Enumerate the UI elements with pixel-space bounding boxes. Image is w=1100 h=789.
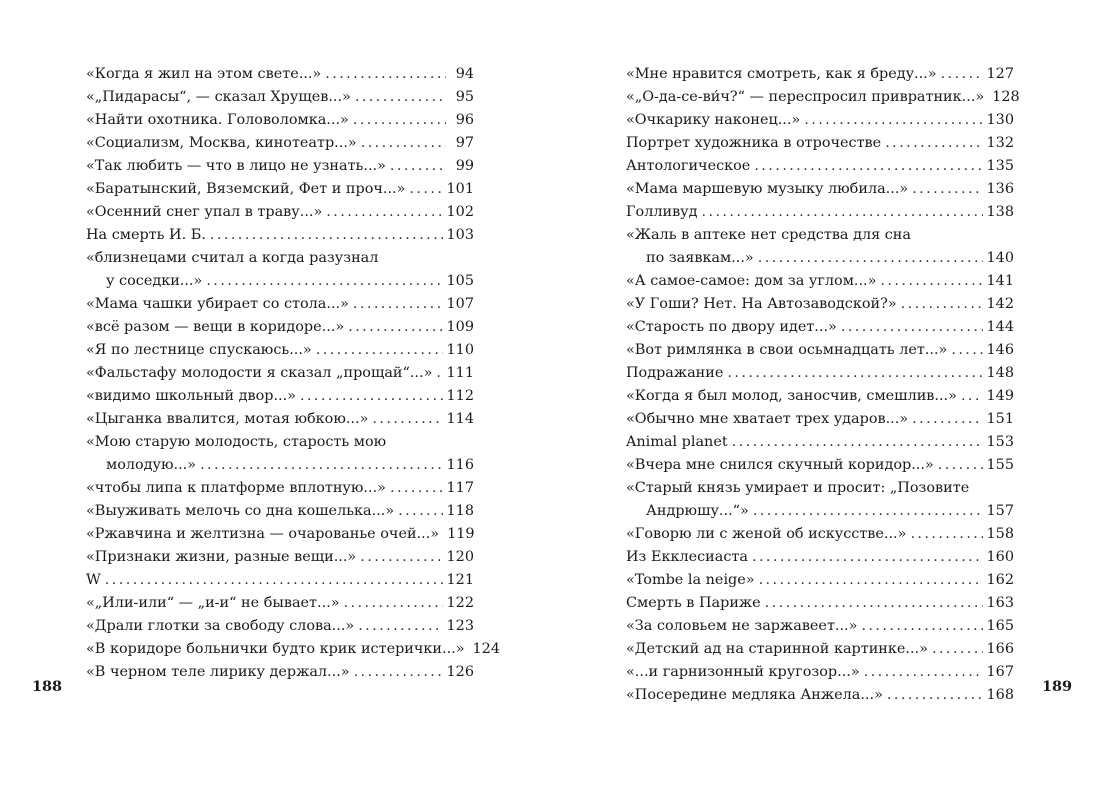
dot-leader [398,500,442,523]
toc-entry-page: 148 [986,365,1014,381]
toc-entry-title: «Фальстафу молодости я сказал „прощай“...» [86,365,433,381]
toc-entry-page: 122 [446,595,474,611]
toc-entry-page: 135 [986,158,1014,174]
toc-entry [626,615,1014,638]
toc-entry-title: «В черном теле лирику держал...» [86,664,350,680]
dot-leader [326,201,442,224]
toc-entry-page: 146 [986,342,1014,358]
toc-entry-page: 130 [986,112,1014,128]
dot-leader [758,247,983,270]
toc-entry-title: молодую...» [106,457,197,473]
toc-entry-title-first-line: «Старый князь умирает и просит: „Позовите [626,480,970,496]
toc-entry-title: «Найти охотника. Головоломка...» [86,112,349,128]
dot-leader [727,362,982,385]
toc-entry [626,201,1014,224]
dot-leader [732,431,983,454]
dot-leader [361,132,446,155]
toc-entry [626,638,1014,661]
toc-entry-title: Антологическое [626,158,751,174]
toc-entry [86,247,474,293]
toc-entry-page: 126 [446,664,474,680]
toc-entry-page: 121 [446,572,474,588]
toc-entry [86,86,474,109]
toc-entry-title: «Вчера мне снился скучный коридор...» [626,457,934,473]
toc-entry [626,224,1014,270]
toc-entry [626,477,1014,523]
toc-entry-title: «Tombe la neige» [626,572,755,588]
toc-entry-page: 109 [446,319,474,335]
toc-entry [626,155,1014,178]
toc-entry-title: «Осенний снег упал в траву...» [86,204,323,220]
toc-entry-title: «Цыганка ввалится, мотая юбкою...» [86,411,369,427]
toc-entry [626,63,1014,86]
dot-leader [864,661,983,684]
toc-entry-title: Animal planet [626,434,728,450]
toc-entry-title-first-line: «Мою старую молодость, старость мою [86,434,387,450]
toc-entry-page: 103 [446,227,474,243]
dot-leader [880,270,982,293]
toc-entry [86,155,474,178]
toc-entry-title: «„Пидарасы“, — сказал Хрущев...» [86,89,351,105]
toc-entry [86,431,474,477]
toc-entry [86,132,474,155]
toc-entry-title: у соседки...» [106,273,203,289]
toc-entry-page: 127 [986,66,1014,82]
toc-entry-title: «А самое-самое: дом за углом...» [626,273,877,289]
right-page-toc [626,63,1020,707]
toc-entry-page: 107 [446,296,474,312]
toc-entry [626,431,1014,454]
toc-entry [86,408,474,431]
toc-entry [626,293,1014,316]
toc-entry-page: 114 [446,411,474,427]
toc-entry-page: 128 [992,89,1020,105]
toc-entry [626,661,1014,684]
dot-leader [951,339,982,362]
dot-leader [316,339,443,362]
toc-entry [626,569,1014,592]
toc-entry [626,684,1014,707]
toc-entry [626,109,1014,132]
left-page-number: 188 [32,678,63,695]
toc-entry-title: «...и гарнизонный кругозор...» [626,664,860,680]
toc-entry-title: по заявкам...» [646,250,754,266]
toc-entry-page: 124 [472,641,500,657]
dot-leader [325,63,446,86]
toc-entry-page: 158 [986,526,1014,542]
toc-entry-title: «Выуживать мелочь со дна кошелька...» [86,503,395,519]
toc-entry-title: Голливуд [626,204,698,220]
toc-entry-title: «„Или-или“ — „и-и“ не бывает...» [86,595,340,611]
dot-leader [759,569,983,592]
dot-leader [753,500,983,523]
toc-entry-page: 132 [986,135,1014,151]
toc-entry-title: «Ржавчина и желтизна — очарованье очей...» [86,526,440,542]
toc-entry-title: «Признаки жизни, разные вещи...» [86,549,357,565]
dot-leader [372,408,442,431]
toc-entry-page: 162 [986,572,1014,588]
toc-entry-title: «Социализм, Москва, кинотеатр...» [86,135,357,151]
toc-entry-title: «У Гоши? Нет. На Автозаводской?» [626,296,897,312]
toc-entry [86,339,474,362]
dot-leader [804,109,982,132]
toc-entry-title: «Мама маршевую музыку любила...» [626,181,909,197]
toc-entry [86,661,474,684]
toc-entry-title-first-line: «Жаль в аптеке нет средства для сна [626,227,911,243]
dot-leader [932,638,983,661]
dot-leader [409,178,442,201]
toc-entry-page: 167 [986,664,1014,680]
toc-entry [626,546,1014,569]
dot-leader [754,155,982,178]
toc-entry-page: 166 [986,641,1014,657]
toc-entry [86,316,474,339]
left-page-toc [86,63,500,684]
toc-entry-page: 118 [446,503,474,519]
dot-leader [344,592,443,615]
toc-entry [626,178,1014,201]
toc-entry [86,385,474,408]
dot-leader [210,224,443,247]
toc-entry-page: 105 [446,273,474,289]
toc-entry-page: 142 [986,296,1014,312]
toc-entry-title: «Баратынский, Вяземский, Фет и проч...» [86,181,406,197]
dot-leader [390,477,443,500]
toc-entry [86,477,474,500]
toc-entry-page: 144 [986,319,1014,335]
toc-entry-page: 117 [446,480,474,496]
toc-entry-page: 155 [986,457,1014,473]
dot-leader [353,109,446,132]
dot-leader [355,86,446,109]
toc-entry-title: Из Екклесиаста [626,549,748,565]
toc-entry-title: Смерть в Париже [626,595,761,611]
toc-entry-title: Портрет художника в отрочестве [626,135,882,151]
toc-entry-title: «чтобы липа к платформе вплотную...» [86,480,386,496]
toc-entry-page: 140 [986,250,1014,266]
dot-leader [200,454,442,477]
toc-entry-title: «видимо школьный двор...» [86,388,296,404]
toc-entry [626,316,1014,339]
dot-leader [390,155,446,178]
toc-entry [86,63,474,86]
toc-entry-page: 160 [986,549,1014,565]
toc-entry-page: 141 [986,273,1014,289]
toc-entry [626,385,1014,408]
toc-entry [86,523,474,546]
toc-entry-page: 119 [447,526,475,542]
toc-entry-page: 136 [986,181,1014,197]
toc-entry [86,362,474,385]
toc-entry-title: «Я по лестнице спускаюсь...» [86,342,312,358]
dot-leader [885,132,982,155]
toc-entry [626,523,1014,546]
toc-entry-title: «„О-да-се-ви́ч?“ — переспросил привратник...» [626,89,985,105]
toc-entry [626,362,1014,385]
toc-entry-title: «Когда я жил на этом свете...» [86,66,322,82]
toc-entry-title: «Мама чашки убирает со стола...» [86,296,349,312]
dot-leader [961,385,983,408]
toc-entry-page: 111 [446,365,474,381]
dot-leader [702,201,983,224]
toc-entry-page: 149 [986,388,1014,404]
dot-leader [360,546,442,569]
toc-entry-page: 157 [986,503,1014,519]
toc-entry [86,109,474,132]
toc-entry [86,500,474,523]
toc-entry [626,270,1014,293]
toc-entry-title-first-line: «близнецами считал а когда разузнал [86,250,379,266]
toc-entry-page: 97 [455,135,474,151]
toc-entry-page: 101 [446,181,474,197]
toc-entry-page: 112 [446,388,474,404]
toc-entry [626,86,1020,109]
dot-leader [348,316,442,339]
toc-entry [86,201,474,224]
toc-entry [86,178,474,201]
dot-leader [206,270,442,293]
toc-entry [626,454,1014,477]
dot-leader [354,661,443,684]
dot-leader [901,293,983,316]
toc-entry [86,615,474,638]
toc-entry-title: «Вот римлянка в свои осьмнадцать лет...» [626,342,948,358]
dot-leader [353,293,443,316]
toc-entry-title: «Очкарику наконец...» [626,112,801,128]
toc-entry-title: «Говорю ли с женой об искусстве...» [626,526,907,542]
toc-entry-title: Подражание [626,365,724,381]
toc-entry-page: 120 [446,549,474,565]
toc-entry-title: «Старость по двору идет...» [626,319,837,335]
toc-entry-title: «Когда я был молод, заносчив, смешлив...» [626,388,957,404]
toc-entry-title: W [86,572,101,588]
toc-entry-page: 153 [986,434,1014,450]
toc-entry-title: Андрюшу...“» [646,503,749,519]
toc-entry-title: «В коридоре больнички будто крик истерички...» [86,641,465,657]
dot-leader [436,362,442,385]
dot-leader [938,454,983,477]
right-page-number: 189 [1042,678,1073,695]
toc-entry-page: 138 [986,204,1014,220]
dot-leader [887,684,983,707]
toc-entry [626,408,1014,431]
toc-entry-page: 99 [455,158,474,174]
toc-entry-page: 168 [986,687,1014,703]
dot-leader [765,592,983,615]
toc-entry-title: «Посередине медляка Анжела...» [626,687,883,703]
toc-entry-page: 94 [455,66,474,82]
toc-entry-page: 163 [986,595,1014,611]
toc-entry-title: «Так любить — что в лицо не узнать...» [86,158,386,174]
toc-entry [86,592,474,615]
toc-entry-page: 95 [455,89,474,105]
dot-leader [912,408,982,431]
toc-entry-title: На смерть И. Б. [86,227,206,243]
dot-leader [105,569,443,592]
dot-leader [861,615,982,638]
toc-entry-page: 116 [446,457,474,473]
toc-entry-title: «всё разом — вещи в коридоре...» [86,319,345,335]
dot-leader [912,178,982,201]
toc-entry-page: 123 [446,618,474,634]
dot-leader [910,523,982,546]
toc-entry-page: 102 [446,204,474,220]
toc-entry [626,132,1014,155]
toc-entry-page: 151 [986,411,1014,427]
dot-leader [841,316,983,339]
toc-entry-page: 110 [446,342,474,358]
toc-entry [626,339,1014,362]
toc-entry [86,569,474,592]
toc-entry-title: «За соловьем не заржавеет...» [626,618,858,634]
toc-entry-title: «Мне нравится смотреть, как я бреду...» [626,66,937,82]
toc-entry [86,546,474,569]
toc-entry-page: 96 [455,112,474,128]
dot-leader [358,615,442,638]
toc-entry-title: «Драли глотки за свободу слова...» [86,618,355,634]
toc-entry [626,592,1014,615]
toc-entry [86,293,474,316]
dot-leader [752,546,983,569]
dot-leader [941,63,983,86]
toc-entry-title: «Детский ад на старинной картинке...» [626,641,928,657]
toc-entry-title: «Обычно мне хватает трех ударов...» [626,411,909,427]
toc-entry [86,638,500,661]
toc-entry-page: 165 [986,618,1014,634]
toc-entry [86,224,474,247]
dot-leader [300,385,443,408]
